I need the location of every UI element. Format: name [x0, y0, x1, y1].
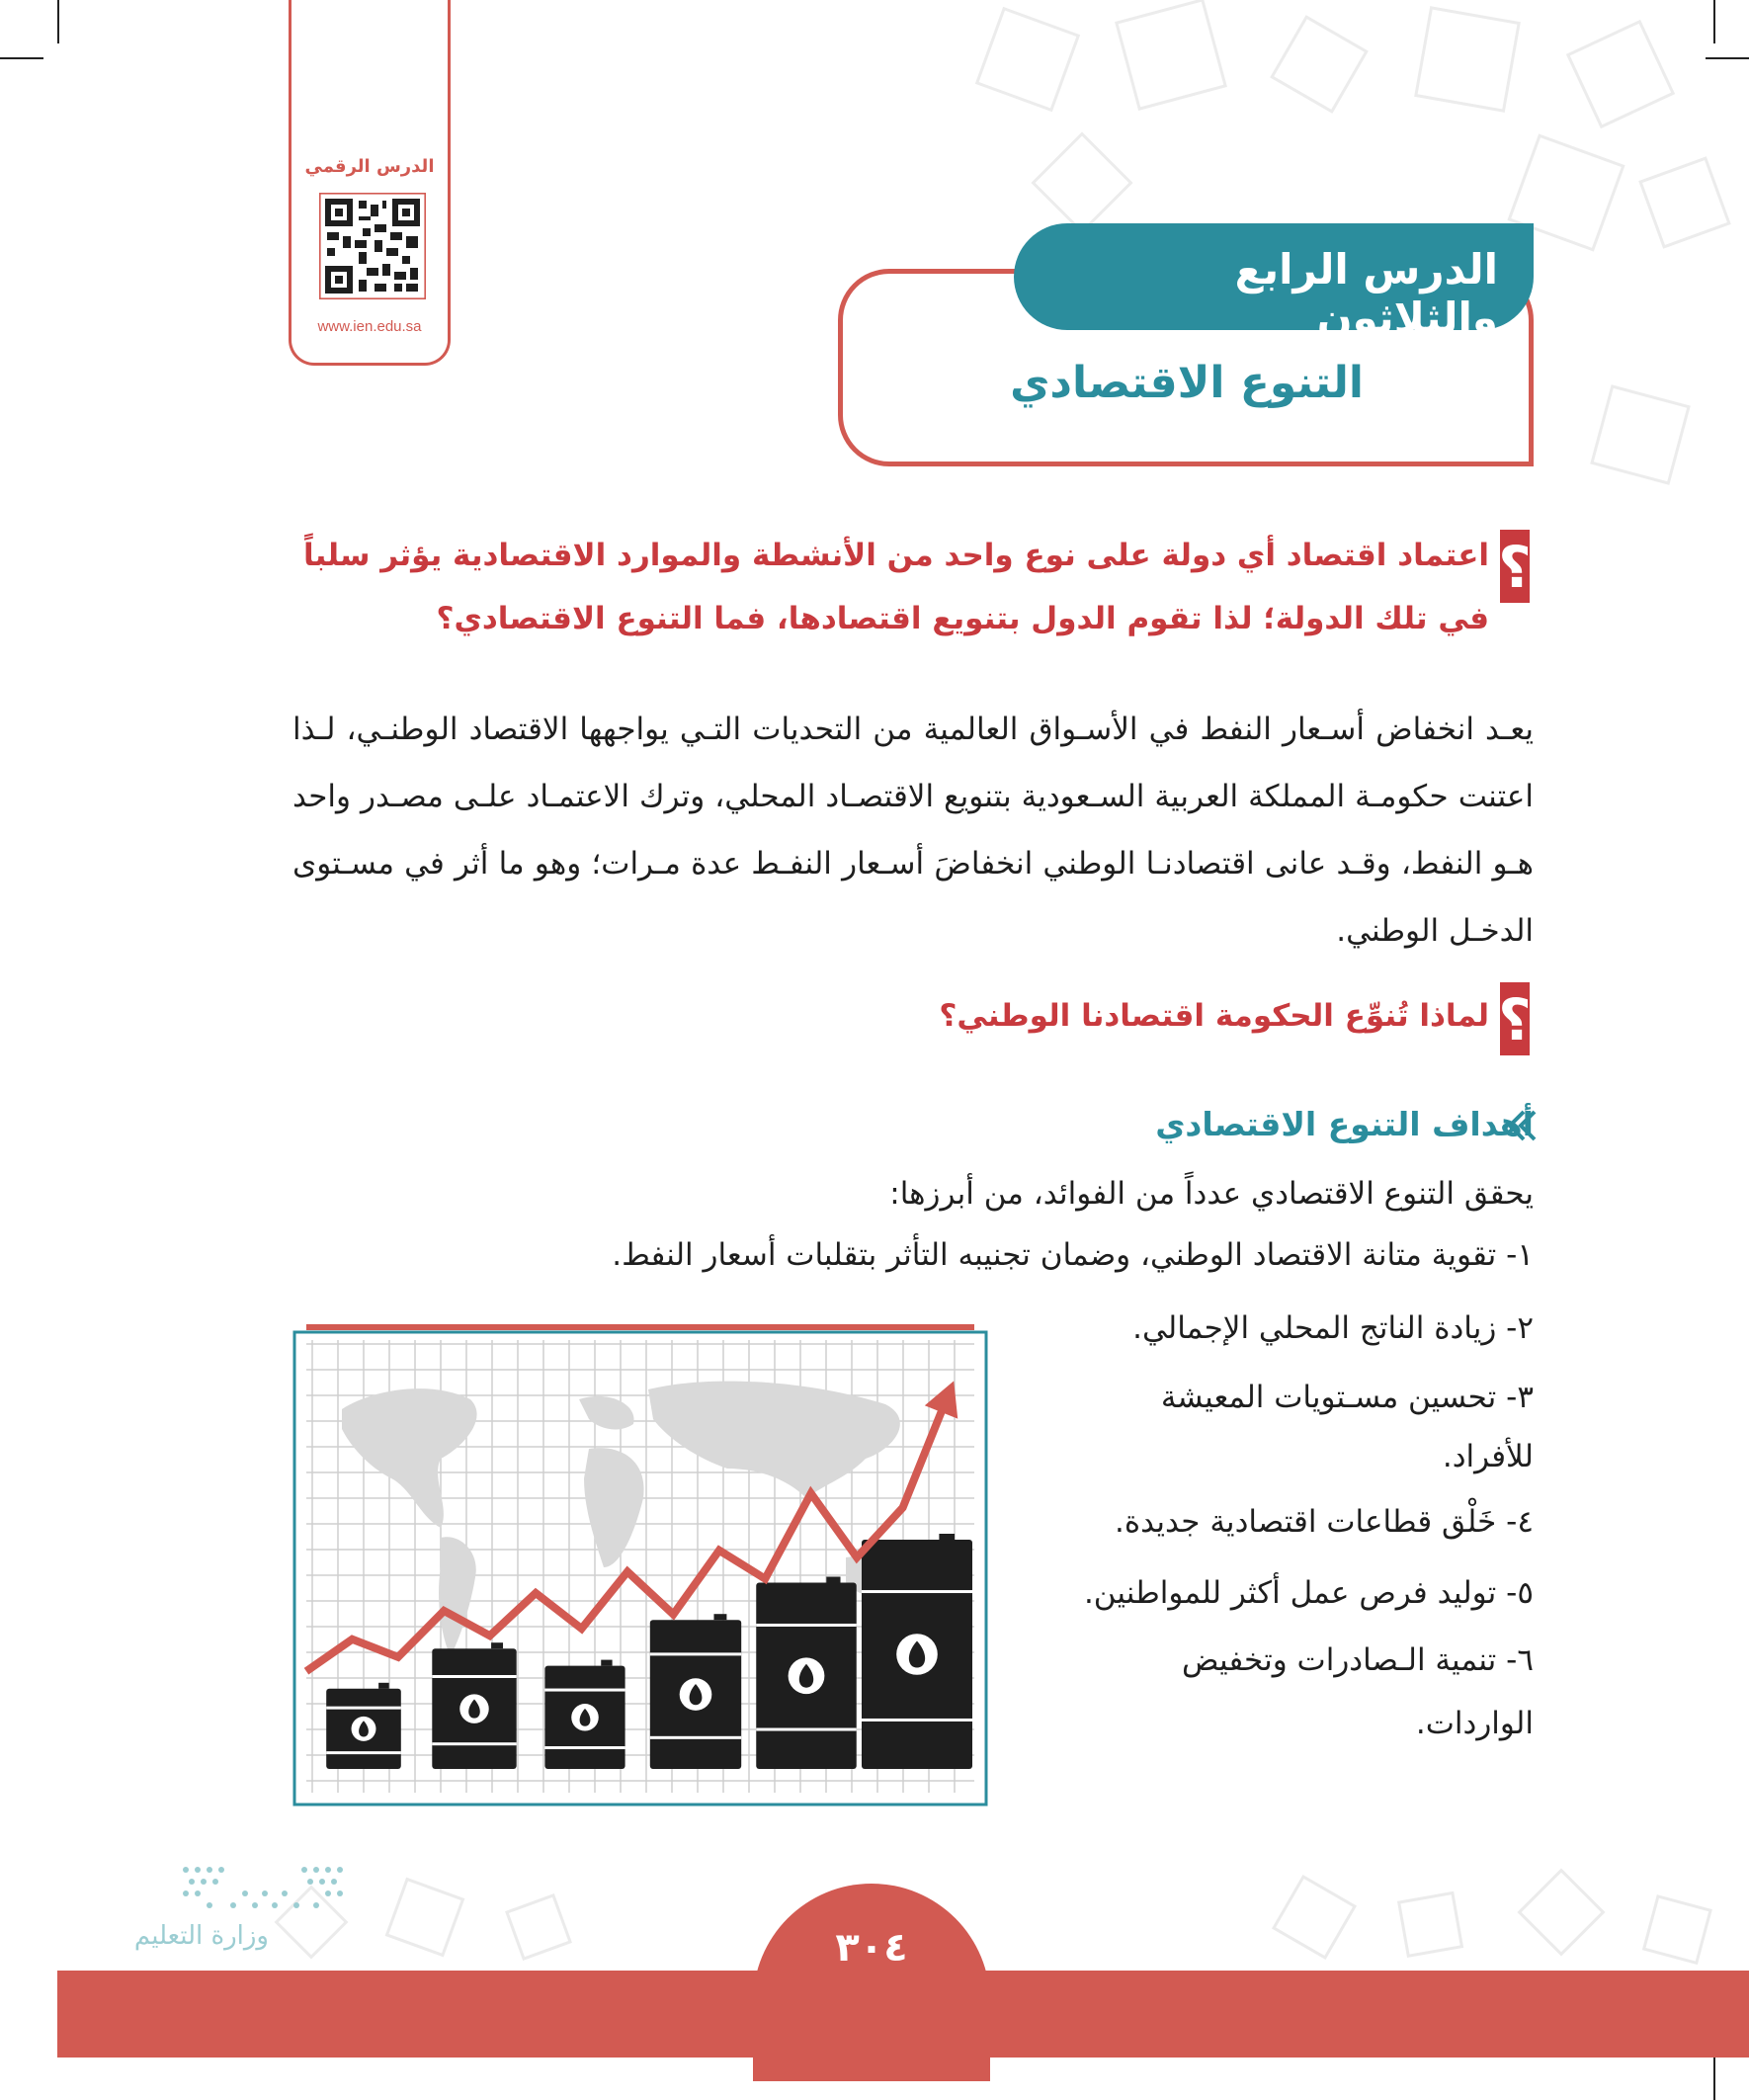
- goal-item-6-cont: الواردات.: [1415, 1706, 1534, 1741]
- oil-barrel: [756, 1577, 857, 1770]
- digital-lesson-label: الدرس الرقمي: [304, 156, 435, 177]
- crop-mark: [57, 0, 59, 43]
- oil-barrel: [432, 1642, 516, 1769]
- qr-code-icon[interactable]: [319, 193, 426, 299]
- website-link[interactable]: www.ien.edu.sa: [317, 318, 422, 335]
- oil-barrel: [862, 1534, 972, 1769]
- question-line-2: في تلك الدولة؛ لذا تقوم الدول بتنويع اقتصادها، فما التنوع الاقتصادي؟: [436, 601, 1489, 636]
- question-line-1: اعتماد اقتصاد أي دولة على نوع واحد من الأنشطة والموارد الاقتصادية يؤثر سلباً: [303, 538, 1489, 573]
- crop-mark: [1713, 0, 1715, 43]
- crop-mark: [0, 57, 43, 59]
- ministry-logo-icon: [176, 1862, 352, 1913]
- lesson-title: التنوع الاقتصادي: [1010, 358, 1364, 408]
- oil-barrel: [544, 1660, 625, 1769]
- question-why-diversify: لماذا تُنوِّع الحكومة اقتصادنا الوطني؟: [939, 998, 1489, 1034]
- digital-lesson-tab[interactable]: [289, 0, 451, 366]
- oil-barrel: [650, 1614, 741, 1769]
- crop-mark: [1706, 57, 1749, 59]
- goal-item-4: ٤- خَلْق قطاعات اقتصادية جديدة.: [1115, 1504, 1534, 1540]
- crop-mark: [1713, 2056, 1715, 2100]
- illustration-top-bar: [306, 1324, 974, 1330]
- goal-item-1: ١- تقوية متانة الاقتصاد الوطني، وضمان تجنيبه التأثر بتقلبات أسعار النفط.: [612, 1237, 1534, 1273]
- goal-item-2: ٢- زيادة الناتج المحلي الإجمالي.: [1132, 1310, 1534, 1346]
- goal-item-3: ٣- تحسين مسـتويات المعيشة: [1160, 1380, 1534, 1415]
- oil-barrel: [326, 1683, 401, 1769]
- svg-text:؟: ؟: [1498, 986, 1532, 1053]
- goal-item-3-cont: للأفراد.: [1442, 1439, 1534, 1474]
- goal-item-5: ٥- توليد فرص عمل أكثر للمواطنين.: [1083, 1575, 1534, 1611]
- section-intro: يحقق التنوع الاقتصادي عدداً من الفوائد، من أبرزها:: [889, 1176, 1534, 1212]
- oil-growth-illustration: [292, 1320, 988, 1806]
- footer-pattern: [257, 1858, 1749, 1986]
- question-mark-icon: [1496, 526, 1534, 607]
- goal-item-6: ٦- تنمية الـصادرات وتخفيض: [1182, 1642, 1534, 1678]
- svg-text:؟: ؟: [1498, 534, 1532, 601]
- intro-paragraph: يعـد انخفاض أسـعار النفط في الأسـواق العالمية من التحديات التـي يواجهها الاقتصاد الوطنـي، لـذا اعتنت حكومـة المملكة العربية السـعودية بتنويع الاقتصـاد المحلي، وترك الاعتمـاد علـى مصـدر واحد هـو النفط، وقـد عانى اقتصادنـا الوطني انخفاضَ أسـعار النفـط عدة مـرات؛ وهو ما أثر في مسـتوى الدخـل الوطني.: [292, 712, 1534, 949]
- ministry-name: وزارة التعليم: [133, 1921, 269, 1951]
- page-number: ٣٠٤: [835, 1925, 908, 1971]
- lesson-number: الدرس الرابع والثلاثون: [1234, 245, 1498, 342]
- question-mark-icon: [1496, 978, 1534, 1059]
- section-title: أهداف التنوع الاقتصادي: [1155, 1105, 1534, 1143]
